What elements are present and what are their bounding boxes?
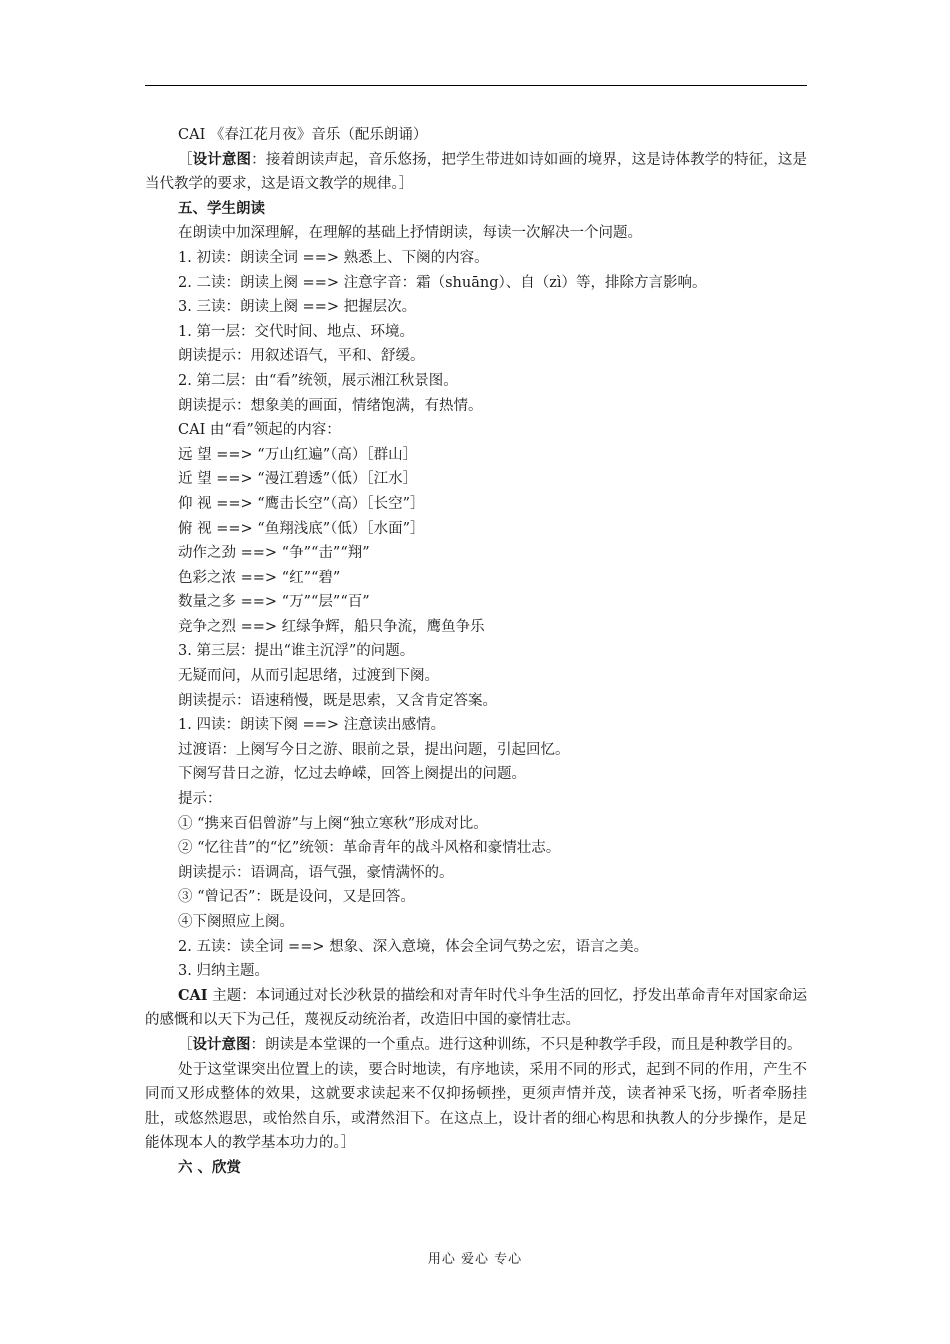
text-line bbox=[145, 861, 807, 886]
line-text: 接着朗读声起，音乐悠扬，把学生带进如诗如画的境界，这是诗体教学的特征，这是当代教学的要求，这是语文教学的规律。］ bbox=[145, 151, 808, 193]
line-text: 在朗读中加深理解，在理解的基础上抒情朗读，每读一次解决一个问题。 bbox=[178, 225, 642, 242]
line-text: 2. 五读：读全词 ==> 想象、深入意境，体会全词气势之宏，语言之美。 bbox=[178, 938, 649, 955]
header-rule bbox=[145, 85, 807, 86]
text-line bbox=[145, 1033, 807, 1058]
line-text: 3. 第三层：提出“谁主沉浮”的问题。 bbox=[178, 643, 415, 660]
text-line bbox=[145, 443, 807, 468]
line-text: 朗读提示：语速稍慢，既是思索，又含肯定答案。 bbox=[178, 692, 497, 709]
line-text: 俯 视 ==> “鱼翔浅底”（低）［水面”］ bbox=[178, 520, 425, 537]
line-text: CAI 由“看”领起的内容： bbox=[178, 422, 341, 439]
line-text: ① “携来百侣曾游”与上阕“独立寒秋”形成对比。 bbox=[178, 815, 488, 832]
line-text: 朗读提示：语调高，语气强，豪情满怀的。 bbox=[178, 864, 454, 881]
line-text: 1. 初读：朗读全词 ==> 熟悉上、下阕的内容。 bbox=[178, 249, 489, 266]
page-footer: 用心 爱心 专心 bbox=[427, 1252, 523, 1267]
text-line bbox=[145, 394, 807, 419]
bold-label: 六 、欣赏 bbox=[178, 1158, 242, 1176]
text-line bbox=[145, 467, 807, 492]
text-line bbox=[145, 664, 807, 689]
bold-label: 五、学生朗读 bbox=[178, 199, 265, 217]
text-line bbox=[145, 123, 807, 148]
text-line bbox=[145, 369, 807, 394]
text-line bbox=[145, 935, 807, 960]
line-text: 竞争之烈 ==> 红绿争辉，船只争流，鹰鱼争乐 bbox=[178, 618, 485, 635]
text-line bbox=[145, 713, 807, 738]
bold-label: 设计意图 bbox=[192, 150, 252, 168]
text-line bbox=[145, 787, 807, 812]
line-text: 朗读提示：想象美的画面，情绪饱满，有热情。 bbox=[178, 397, 483, 414]
line-text: 提示： bbox=[178, 791, 222, 808]
text-line bbox=[145, 1156, 807, 1181]
line-text: 数量之多 ==> “万”“层”“百” bbox=[178, 594, 370, 611]
text-line bbox=[145, 418, 807, 443]
label-colon: ： bbox=[250, 1036, 265, 1053]
text-line bbox=[145, 885, 807, 910]
document-body bbox=[145, 123, 807, 1181]
text-line bbox=[145, 246, 807, 271]
text-line bbox=[145, 689, 807, 714]
line-text: 无疑而问，从而引起思绪，过渡到下阕。 bbox=[178, 668, 439, 685]
line-text: ③ “曾记否”：既是设问，又是回答。 bbox=[178, 889, 415, 906]
line-text: 远 望 ==> “万山红遍”（高）［群山］ bbox=[178, 446, 418, 463]
text-line bbox=[145, 344, 807, 369]
line-text: 朗读是本堂课的一个重点。进行这种训练，不只是种教学手段，而且是种教学目的。 bbox=[265, 1036, 802, 1053]
text-line bbox=[145, 615, 807, 640]
line-text: 1. 第一层：交代时间、地点、环境。 bbox=[178, 323, 414, 340]
line-text: 下阕写昔日之游，忆过去峥嵘，回答上阕提出的问题。 bbox=[178, 766, 526, 783]
line-text: 3. 三读：朗读上阕 ==> 把握层次。 bbox=[178, 299, 417, 316]
text-line bbox=[145, 639, 807, 664]
text-line bbox=[145, 836, 807, 861]
line-text: 处于这堂课突出位置上的读，要合时地读，有序地读，采用不同的形式，起到不同的作用，产生不同而又形成整体的效果，这就要求读起来不仅抑扬顿挫，更须声情并茂，读者神采飞扬，听者牵肠挂肚，或悠然遐思，或怡然自乐，或潸然泪下。在这点上，设计者的细心构思和执教人的分步操作，是足能体现本人的教学基本功力的。］ bbox=[145, 1061, 807, 1152]
text-line bbox=[145, 517, 807, 542]
text-line bbox=[145, 295, 807, 320]
bracket-open: ［ bbox=[178, 1036, 193, 1053]
text-line bbox=[145, 221, 807, 246]
label-colon: ： bbox=[251, 151, 266, 168]
text-line bbox=[145, 959, 807, 984]
line-text: 过渡语：上阕写今日之游、眼前之景，提出问题，引起回忆。 bbox=[178, 741, 570, 758]
text-line bbox=[145, 148, 807, 197]
line-text: 仰 视 ==> “鹰击长空”（高）［长空”］ bbox=[178, 495, 425, 512]
text-line bbox=[145, 812, 807, 837]
text-line bbox=[145, 590, 807, 615]
text-line bbox=[145, 762, 807, 787]
line-text: 主题：本词通过对长沙秋景的描绘和对青年时代斗争生活的回忆，抒发出革命青年对国家命运的感慨和以天下为己任，蔑视反动统治者，改造旧中国的豪情壮志。 bbox=[145, 987, 807, 1029]
line-text: 色彩之浓 ==> “红”“碧” bbox=[178, 569, 341, 586]
line-text: CAI 《春江花月夜》音乐（配乐朗诵） bbox=[178, 127, 428, 143]
text-line bbox=[145, 197, 807, 222]
text-line bbox=[145, 984, 807, 1033]
text-line bbox=[145, 566, 807, 591]
line-text: 朗读提示：用叙述语气，平和、舒缓。 bbox=[178, 348, 425, 365]
text-line bbox=[145, 320, 807, 345]
line-text: 动作之劲 ==> “争”“击”“翔” bbox=[178, 545, 370, 562]
text-line bbox=[145, 1058, 807, 1156]
line-text: 3. 归纳主题。 bbox=[178, 963, 269, 980]
text-line bbox=[145, 541, 807, 566]
bold-label: CAI bbox=[178, 986, 208, 1004]
line-text: 1. 四读：朗读下阕 ==> 注意读出感情。 bbox=[178, 717, 446, 734]
line-text: ② “忆往昔”的“忆”统领：革命青年的战斗风格和豪情壮志。 bbox=[178, 840, 561, 857]
text-line bbox=[145, 271, 807, 296]
text-line bbox=[145, 738, 807, 763]
line-text: 近 望 ==> “漫江碧透”（低）［江水］ bbox=[178, 471, 418, 488]
bold-label: 设计意图 bbox=[192, 1035, 251, 1053]
bracket-open: ［ bbox=[178, 151, 193, 168]
line-text: 2. 二读：朗读上阕 ==> 注意字音：霜（shuāng）、自（zì）等，排除方言影响。 bbox=[178, 274, 707, 291]
line-text: ④下阕照应上阕。 bbox=[178, 914, 294, 930]
text-line bbox=[145, 492, 807, 517]
line-text: 2. 第二层：由“看”统领，展示湘江秋景图。 bbox=[178, 372, 458, 389]
text-line bbox=[145, 910, 807, 935]
